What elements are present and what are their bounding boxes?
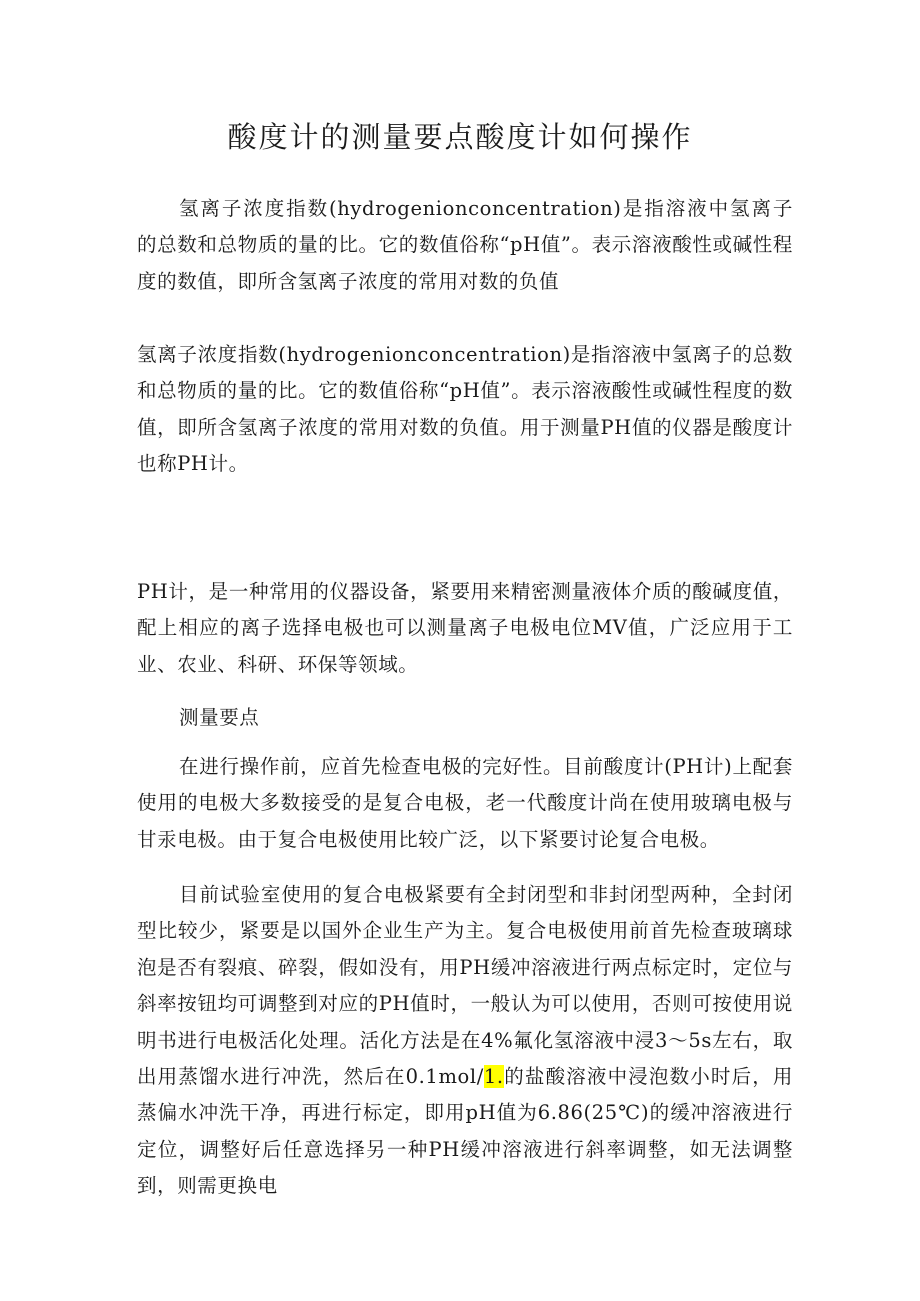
highlighted-text: 1. (483, 1065, 504, 1089)
paragraph-ph-definition-repeat: 氢离子浓度指数(hydrogenionconcentration)是指溶液中氢离子的总数和总物质的量的比。它的数值俗称“pH值”。表示溶液酸性或碱性程度的数值，即所含氢离子浓度的常用对数的负值。用于测量PH值的仪器是酸度计也称PH计。 (137, 343, 793, 476)
paragraph-ph-meter: PH计，是一种常用的仪器设备，紧要用来精密测量液体介质的酸碱度值，配上相应的离子选择电极也可以测量离子电极电位MV值，广泛应用于工业、农业、科研、环保等领域。 (137, 580, 793, 676)
paragraph-electrode-check: 在进行操作前，应首先检查电极的完好性。目前酸度计(PH计)上配套使用的电极大多数接受的是复合电极，老一代酸度计尚在使用玻璃电极与甘汞电极。由于复合电极使用比较广泛，以下紧要讨论复合电极。 (137, 755, 793, 851)
paragraph-text-before-highlight: 目前试验室使用的复合电极紧要有全封闭型和非封闭型两种，全封闭型比较少，紧要是以国外企业生产为主。复合电极使用前首先检查玻璃球泡是否有裂痕、碎裂，假如没有，用PH缓冲溶液进行两点标定时，定位与斜率按钮均可调整到对应的PH值时，一般认为可以使用，否则可按使用说明书进行电极活化处理。活化方法是在4%氟化氢溶液中浸3～5s左右，取出用蒸馏水进行冲洗，然后在0.1mol/ (137, 883, 793, 1089)
page-title: 酸度计的测量要点酸度计如何操作 (227, 120, 693, 154)
paragraph-ph-definition: 氢离子浓度指数(hydrogenionconcentration)是指溶液中氢离子的总数和总物质的量的比。它的数值俗称“pH值”。表示溶液酸性或碱性程度的数值，即所含氢离子浓度的常用对数的负值 (137, 197, 793, 293)
paragraph-text-after-highlight: 的盐酸溶液中浸泡数小时后，用蒸偏水冲洗干净，再进行标定，即用pH值为6.86(25℃)的缓冲溶液进行定位，调整好后任意选择另一种PH缓冲溶液进行斜率调整，如无法调整到，则需更换电 (137, 1065, 793, 1198)
section-heading-measurement-points: 测量要点 (179, 706, 260, 729)
paragraph-composite-electrode (137, 877, 793, 1205)
